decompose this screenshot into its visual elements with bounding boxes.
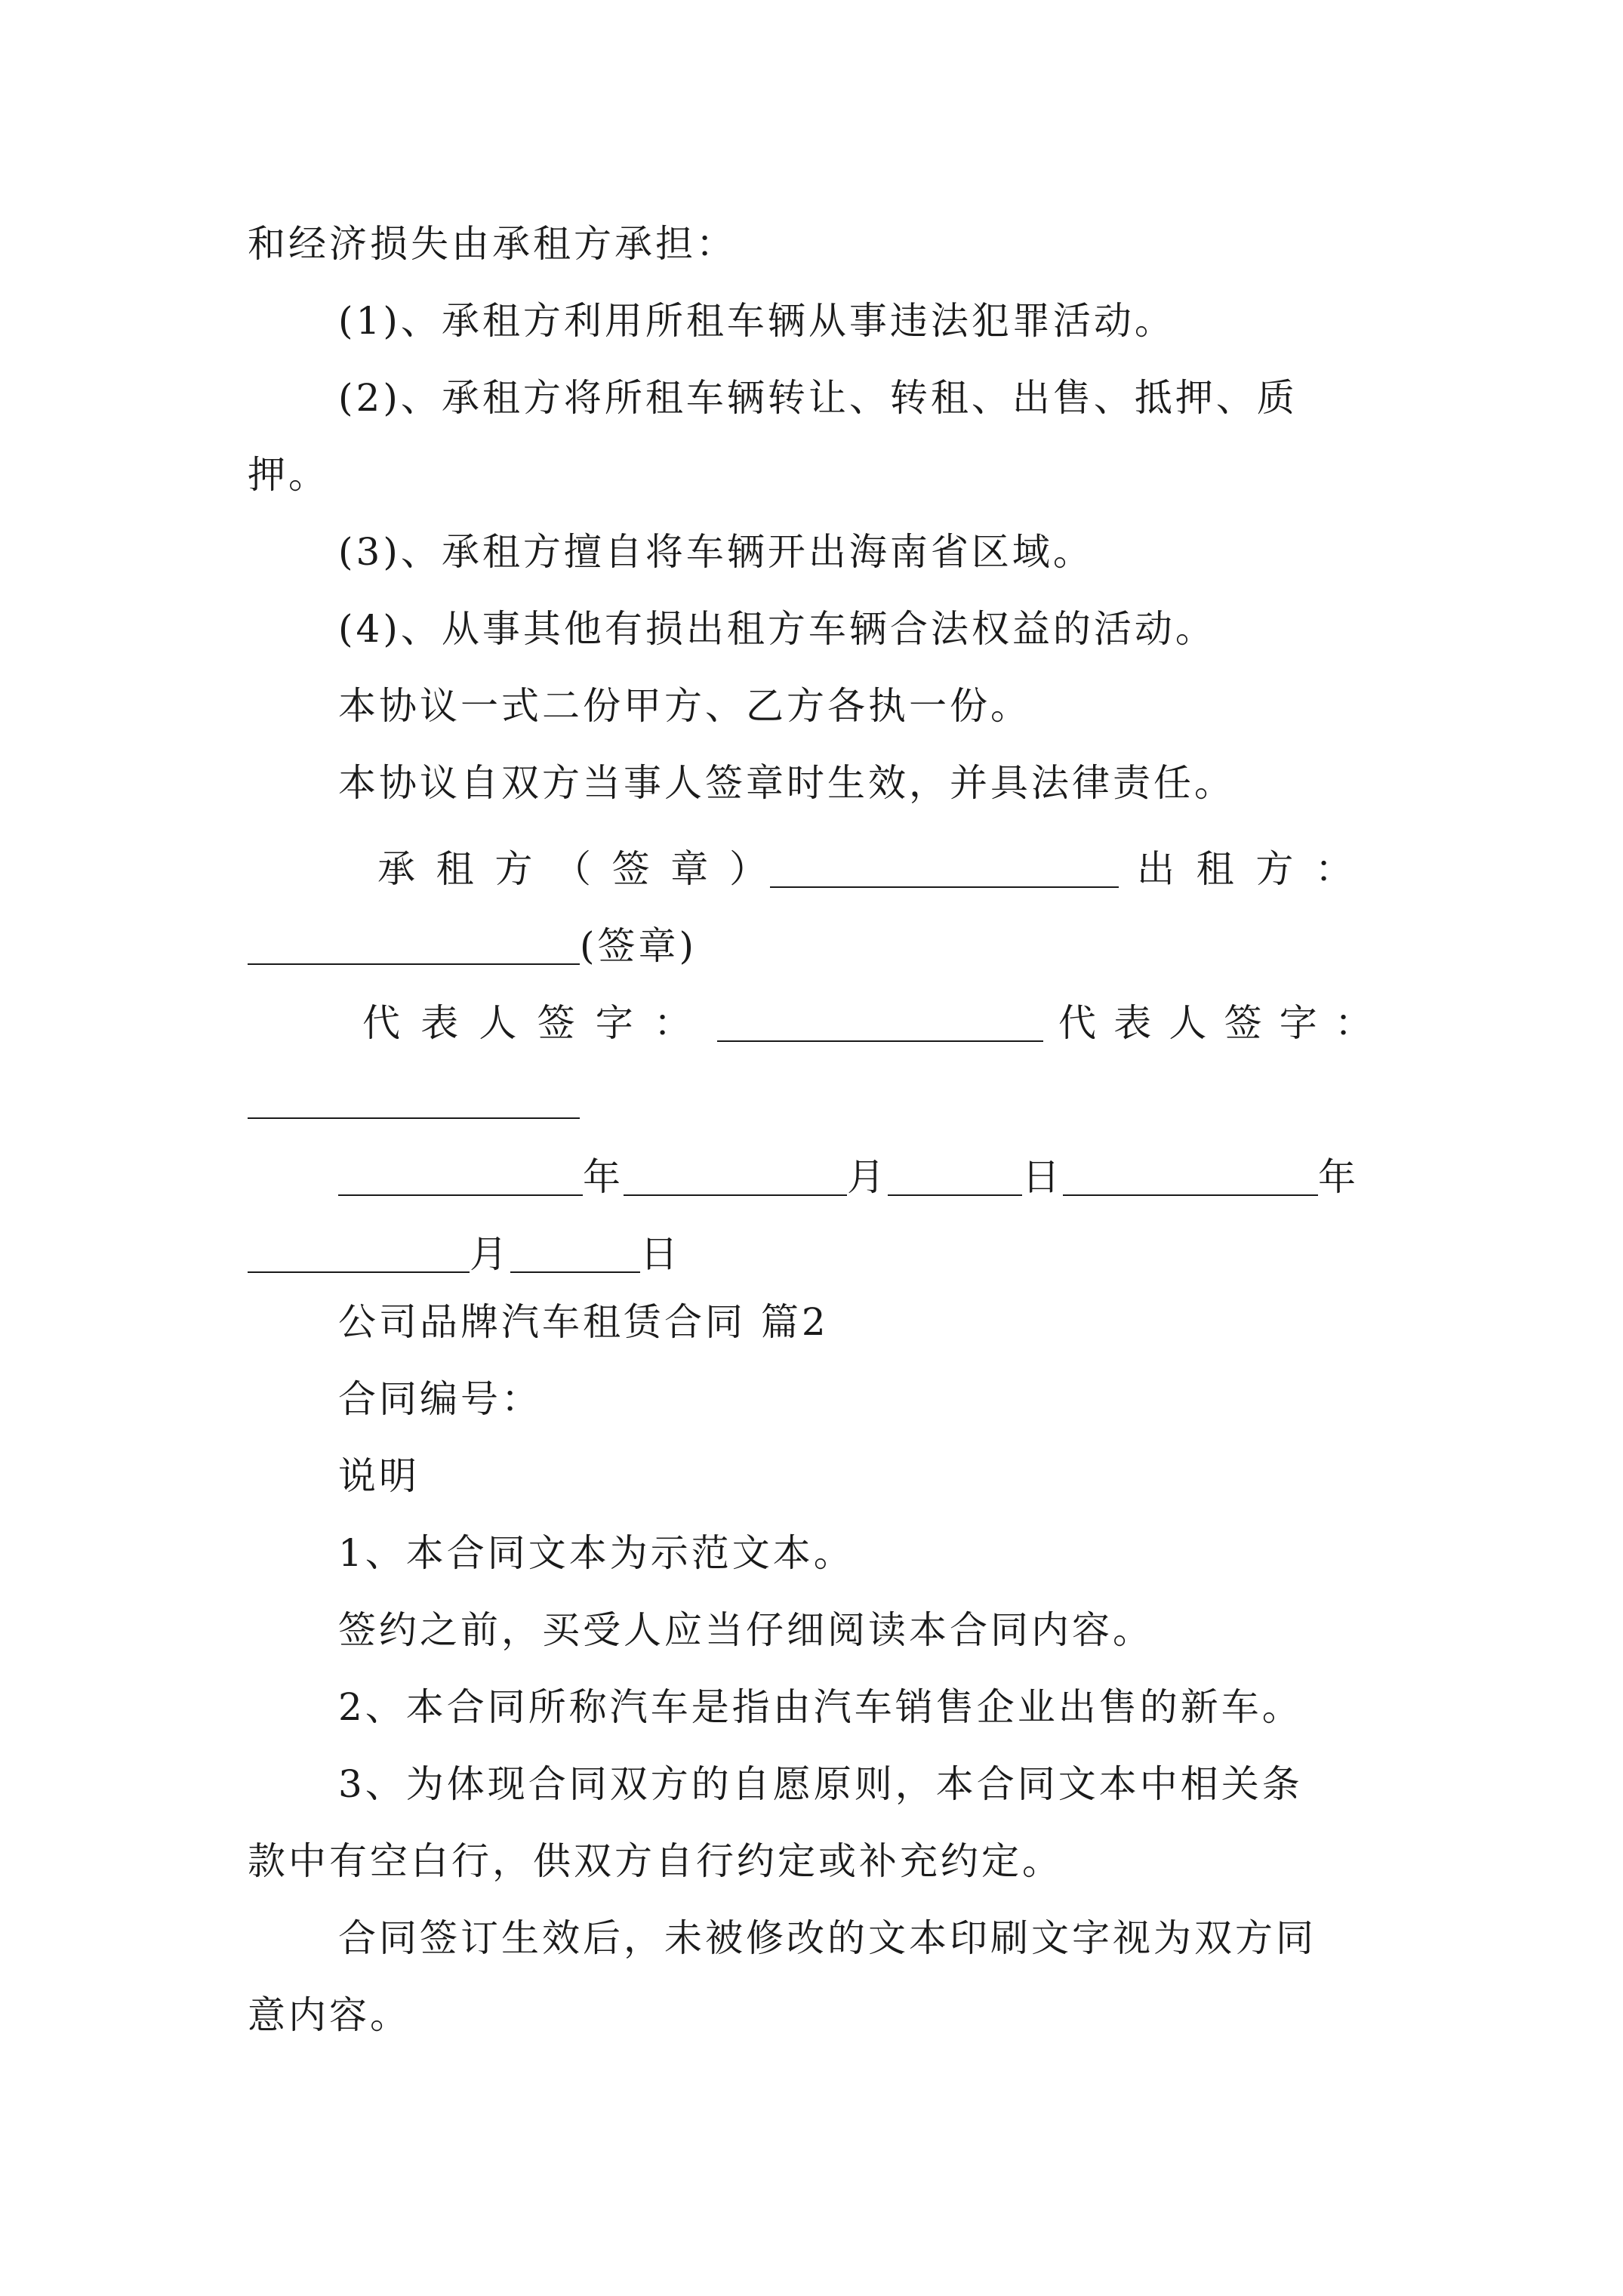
representative-signature-blank-2[interactable]	[248, 1080, 580, 1119]
year-blank-1[interactable]	[338, 1157, 583, 1196]
representative-label-1: 代 表 人 签 字 ：	[362, 1001, 694, 1045]
clause-item-2-cont: 押。	[248, 453, 329, 497]
day-blank-2[interactable]	[510, 1234, 640, 1273]
year-blank-2[interactable]	[1063, 1157, 1318, 1196]
representative-signature-blank-1[interactable]	[717, 1003, 1043, 1042]
clause-item-2: (2)、承租方将所租车辆转让、转租、出售、抵押、质	[338, 376, 1298, 420]
signature-row-representatives	[362, 995, 1375, 1045]
month-blank-1[interactable]	[624, 1157, 847, 1196]
contract-number-label: 合同编号：	[338, 1377, 542, 1421]
date-row-2	[248, 1226, 1375, 1276]
section-heading: 公司品牌汽车租赁合同 篇2	[338, 1300, 829, 1344]
day-label: 日	[1022, 1155, 1063, 1199]
month-blank-2[interactable]	[248, 1234, 470, 1273]
lessee-label: 承 租 方 （ 签 章 ）	[377, 847, 770, 891]
lessor-signature-blank[interactable]	[248, 926, 580, 965]
note-item-2: 2、本合同所称汽车是指由汽车销售企业出售的新车。	[338, 1685, 1303, 1729]
signature-row-lessor-seal	[248, 918, 1375, 968]
paragraph-line: 意内容。	[248, 1993, 411, 2037]
note-item-3-cont: 款中有空白行，供双方自行约定或补充约定。	[248, 1839, 1063, 1883]
lessor-seal-label: (签章)	[580, 924, 698, 968]
paragraph-line: 合同签订生效后，未被修改的文本印刷文字视为双方同	[338, 1916, 1317, 1960]
paragraph-line: 和经济损失由承租方承担：	[248, 222, 737, 266]
clause-item-3: (3)、承租方擅自将车辆开出海南省区域。	[338, 530, 1094, 574]
day-blank-1[interactable]	[888, 1157, 1022, 1196]
paragraph-line: 本协议自双方当事人签章时生效，并具法律责任。	[338, 761, 1235, 805]
month-label: 月	[847, 1155, 888, 1199]
note-item-3: 3、为体现合同双方的自愿原则，本合同文本中相关条	[338, 1762, 1303, 1806]
year-label: 年	[1318, 1155, 1359, 1199]
signature-row-representative-2	[248, 1072, 1375, 1119]
year-label: 年	[583, 1155, 624, 1199]
clause-item-4: (4)、从事其他有损出租方车辆合法权益的活动。	[338, 607, 1216, 651]
notes-heading: 说明	[338, 1454, 420, 1498]
date-row-1	[338, 1149, 1375, 1199]
day-label: 日	[640, 1232, 681, 1276]
month-label: 月	[470, 1232, 510, 1276]
paragraph-line: 本协议一式二份甲方、乙方各执一份。	[338, 684, 1031, 728]
clause-item-1: (1)、承租方利用所租车辆从事违法犯罪活动。	[338, 299, 1175, 343]
paragraph-line: 签约之前，买受人应当仔细阅读本合同内容。	[338, 1608, 1153, 1652]
note-item-1: 1、本合同文本为示范文本。	[338, 1531, 855, 1575]
signature-row-parties	[377, 841, 1375, 891]
representative-label-2: 代 表 人 签 字 ：	[1058, 1001, 1375, 1045]
lessor-label: 出 租 方 ：	[1137, 847, 1356, 891]
lessee-signature-blank[interactable]	[770, 849, 1119, 888]
